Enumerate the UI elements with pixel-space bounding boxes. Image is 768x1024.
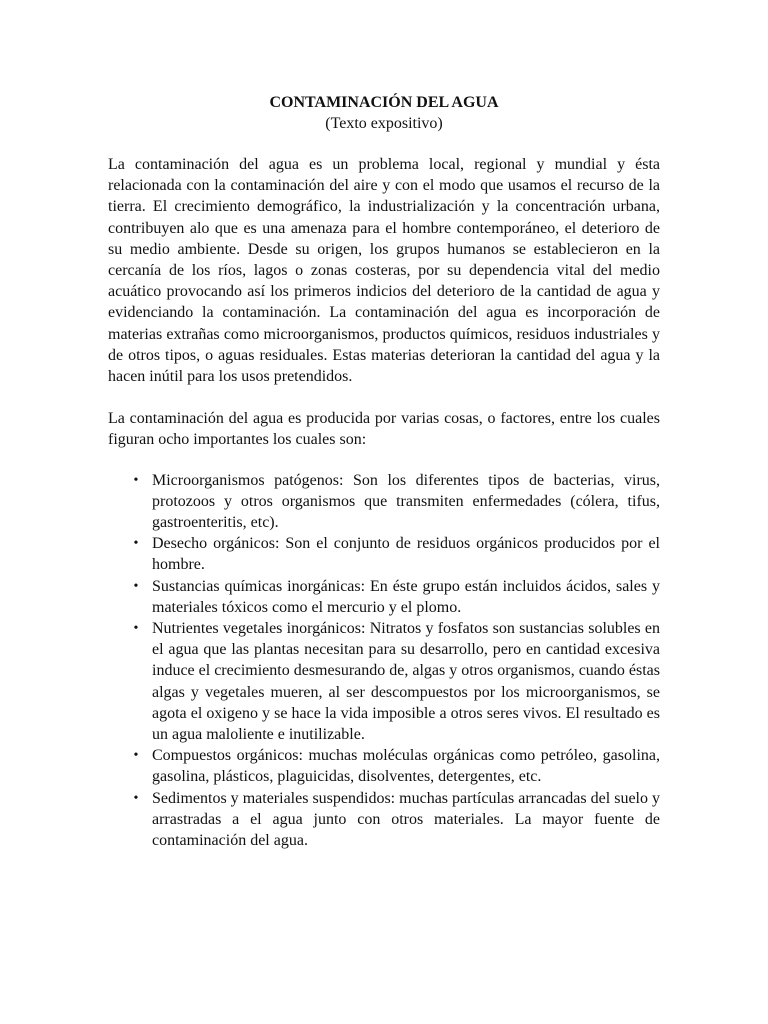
bullet-icon: •: [133, 578, 139, 594]
intro-paragraph: La contaminación del agua es un problema local, regional y mundial y ésta relacionada con la contaminación del aire y con el modo que usamos el recurso de la tierra. El crecimiento demográfico, la industrialización y la concentración urbana, contribuyen alo que es una amenaza para el hombre contemporáneo, el deterioro de su medio ambiente. Desde su origen, los grupos humanos se establecieron en la cercanía de los ríos, lagos o zonas costeras, por su dependencia vital del medio acuático provocando así los primeros indicios del deterioro de la cantidad de agua y evidenciando la contaminación. La contaminación del agua es incorporación de materias extrañas como microorganismos, productos químicos, residuos industriales y de otros tipos, o aguas residuales. Estas materias deterioran la cantidad del agua y la hacen inútil para los usos pretendidos.: [108, 156, 660, 386]
factors-list: [108, 470, 660, 852]
list-item: [133, 618, 661, 745]
list-item-text: Microorganismos patógenos: Son los diferentes tipos de bacterias, virus, protozoos y otros organismos que transmiten enfermedades (cólera, tifus, gastroenteritis, etc).: [152, 471, 660, 532]
document-title: CONTAMINACIÓN DEL AGUA: [269, 94, 499, 111]
document-subtitle: (Texto expositivo): [325, 115, 443, 132]
list-item: [133, 533, 660, 575]
list-item: [133, 788, 660, 852]
bullet-icon: •: [133, 472, 139, 488]
list-item-text: Sustancias químicas inorgánicas: En éste grupo están incluidos ácidos, sales y materiales tóxicos como el mercurio y el plomo.: [152, 577, 660, 616]
list-item-text: Compuestos orgánicos: muchas moléculas orgánicas como petróleo, gasolina, gasolina, plásticos, plaguicidas, disolventes, detergentes, etc.: [152, 747, 660, 786]
bullet-icon: •: [133, 790, 139, 806]
list-item: [133, 470, 660, 534]
list-item: [133, 576, 660, 618]
document-page: [108, 92, 660, 851]
list-item-text: Nutrientes vegetales inorgánicos: Nitratos y fosfatos son sustancias solubles en el agua que las plantas necesitan para su desarrollo, pero en cantidad excesiva induce el crecimiento desmesurando de, algas y otros organismos, cuando éstas algas y vegetales mueren, al ser descompuestos por los microorganismos, se agota el oxigeno y se hace la vida imposible a otros seres vivos. El resultado es un agua maloliente e inutilizable.: [152, 620, 661, 744]
bullet-icon: •: [133, 621, 139, 637]
list-item-text: Desecho orgánicos: Son el conjunto de residuos orgánicos producidos por el hombre.: [152, 535, 660, 574]
bullet-icon: •: [133, 748, 139, 764]
list-item-text: Sedimentos y materiales suspendidos: muchas partículas arrancadas del suelo y arrastradas a el agua junto con otros materiales. La mayor fuente de contaminación del agua.: [152, 789, 660, 850]
list-item: [133, 745, 660, 787]
factors-intro-paragraph: La contaminación del agua es producida por varias cosas, o factores, entre los cuales figuran ocho importantes los cuales son:: [108, 410, 660, 449]
bullet-icon: •: [133, 536, 139, 552]
